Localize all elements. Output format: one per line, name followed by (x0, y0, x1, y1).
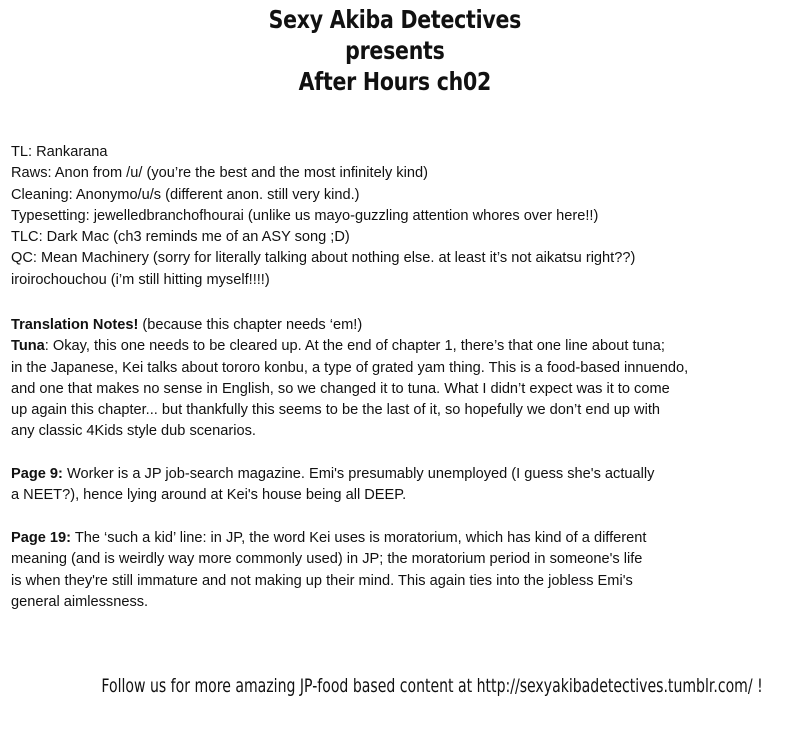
page9-note-text: Worker is a JP job-search magazine. Emi's presumably unemployed (I guess she's actually (62, 466, 655, 483)
translation-notes (11, 315, 781, 613)
credit-line: Raws: Anon from /u/ (you’re the best and the most infinitely kind) (11, 165, 428, 182)
credit-line: iroirochouchou (i’m still hitting myself!!!!) (11, 271, 270, 288)
credit-line: Cleaning: Anonymo/u/s (different anon. still very kind.) (11, 186, 360, 203)
paragraph-gap (11, 443, 781, 464)
credit-line: TLC: Dark Mac (ch3 reminds me of an ASY song ;D) (11, 229, 350, 246)
tuna-note-label: Tuna (11, 338, 45, 355)
presents-text: presents (345, 36, 445, 65)
credit-line: TL: Rankarana (11, 144, 108, 160)
page9-note-label: Page 9: (11, 466, 63, 483)
page9-note-line (11, 464, 781, 485)
group-name: Sexy Akiba Detectives (268, 5, 522, 34)
credit-line: Typesetting: jewelledbranchofhourai (unlike us mayo-guzzling attention whores over here!!) (11, 207, 599, 224)
page19-note-line: general aimlessness. (11, 593, 149, 610)
credit-line: QC: Mean Machinery (sorry for literally talking about nothing else. at least it’s not aikatsu right??) (11, 250, 636, 267)
notes-heading (11, 315, 781, 336)
tuna-note-line: in the Japanese, Kei talks about tororo konbu, a type of grated yam thing. This is a food-based innuendo, (11, 359, 689, 376)
page19-note-line (11, 528, 781, 549)
paragraph-gap (11, 507, 781, 528)
page19-note-text: The ‘such a kid’ line: in JP, the word Kei uses is moratorium, which has kind of a different (71, 529, 647, 546)
footer-text: Follow us for more amazing JP-food based content at http://sexyakibadetectives.tumblr.com/ ! (101, 675, 763, 697)
page19-note-line: is when they're still immature and not making up their mind. This again ties into the jobless Emi's (11, 572, 633, 589)
credits-list (11, 142, 781, 291)
notes-heading-title: Translation Notes! (11, 317, 139, 333)
page19-note-line: meaning (and is weirdly way more commonly used) in JP; the moratorium period in someone's life (11, 551, 643, 568)
page9-note-line: a NEET?), hence lying around at Kei's house being all DEEP. (11, 487, 407, 504)
tuna-note-line: up again this chapter... but thankfully this seems to be the last of it, so hopefully we don’t end up with (11, 402, 661, 419)
page19-note-label: Page 19: (11, 529, 72, 546)
tuna-note-line: any classic 4Kids style dub scenarios. (11, 423, 256, 440)
page-header (72, 4, 717, 97)
chapter-title: After Hours ch02 (298, 67, 492, 96)
notes-heading-suffix: (because this chapter needs ‘em!) (138, 317, 363, 333)
tuna-note-line (11, 336, 781, 357)
tuna-note-line: and one that makes no sense in English, so we changed it to tuna. What I didn’t expect was it to come (11, 380, 670, 397)
tuna-note-text: : Okay, this one needs to be cleared up. At the end of chapter 1, there’s that one line about tuna; (44, 338, 665, 355)
